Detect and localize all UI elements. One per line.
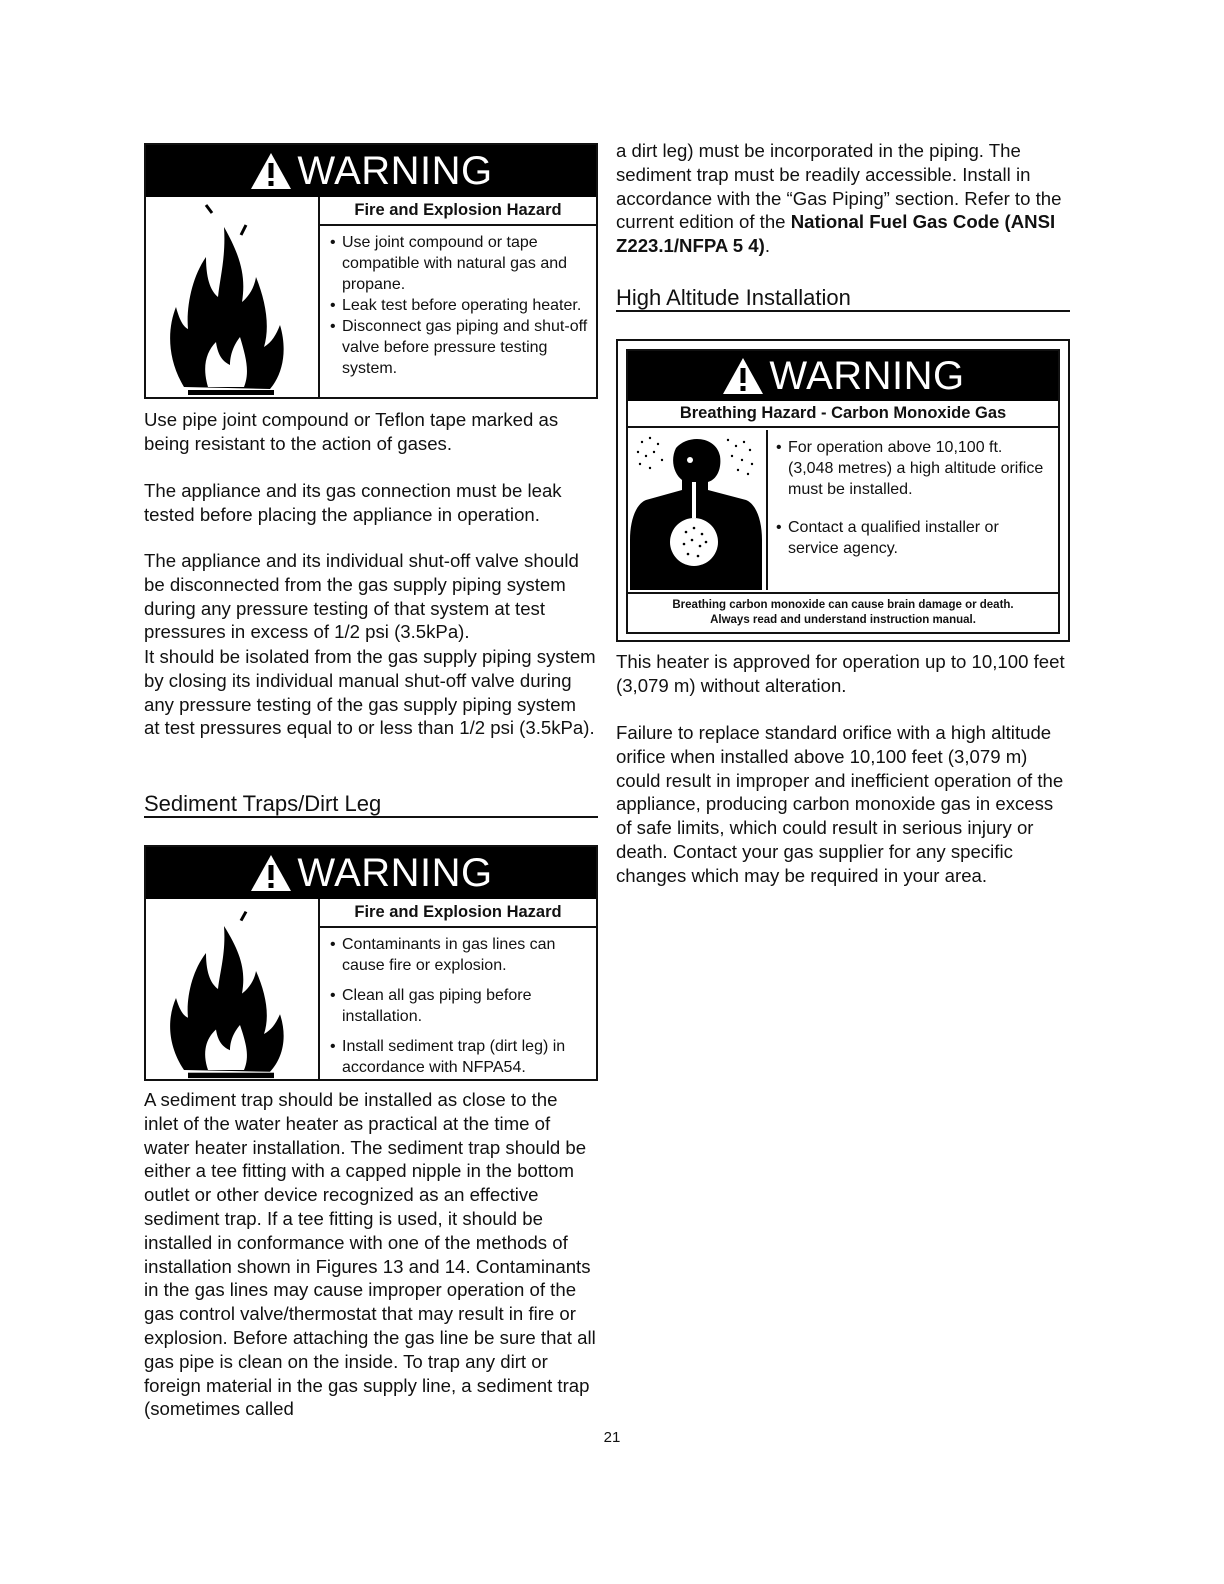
hazard-bullet: • Contaminants in gas lines can cause fire or explosion. [330,934,588,976]
hazard-bullet-list [320,928,596,1078]
flame-icon-panel [146,197,320,397]
person-breathing-icon [628,430,764,590]
paragraph-disconnect: The appliance and its individual shut-off valve should be disconnected from the gas supply piping system during any pressure testing of that system at test pressures in excess of 1/2 psi (3.5kPa). [144,550,579,643]
page-number: 21 [603,1429,621,1446]
section-rule [144,816,598,818]
section-rule [616,310,1070,312]
paragraph-text: . [764,235,770,257]
hazard-bullet: • Contact a qualified installer or service agency. [776,517,1046,559]
warning-banner [146,145,596,197]
footer-line: Always read and understand instruction manual. [710,614,976,626]
hazard-bullet: • Leak test before operating heater. [330,295,588,316]
hazard-content [320,197,596,379]
warning-triangle-icon [249,853,293,893]
paragraph-approved-operation: This heater is approved for operation up to 10,100 feet (3,079 m) without alteration. [616,651,1065,696]
warning-triangle-icon [721,356,765,396]
co-warning-footer [628,592,1058,628]
footer-line: Breathing carbon monoxide can cause brain damage or death. [672,599,1014,611]
section-title-altitude: High Altitude Installation [616,285,851,310]
paragraph-sediment-trap: A sediment trap should be installed as close to the inlet of the water heater as practical at the time of water heater installation. The sediment trap should be either a tee fitting with a capped nipple in the bottom outlet or other device recognized as an effective sediment trap. If a tee fitting is used, it should be installed in conformance with one of the methods of installation shown in Figures 13 and 14. Contaminants in the gas lines may cause improper operation of the gas control valve/thermostat that may result in fire or explosion. Before attaching the gas line be sure that all gas pipe is clean on the inside. To trap any dirt or foreign material in the gas supply line, a sediment trap (sometimes called [144,1089,596,1420]
paragraph-text: a dirt leg) must be incorporated in the piping. The sediment trap must be readily accessible. Install in accordance with the “Gas Piping” section. Refer to the current edition of the [616,140,1062,233]
code-reference: National Fuel Gas Code (ANSI Z223.1/NFPA 5 4) [616,211,1056,257]
hazard-bullet: • Disconnect gas piping and shut-off valve before pressure testing system. [330,316,588,379]
warning-banner-text: WARNING [297,850,493,895]
co-warning-box [626,349,1060,634]
flame-icon [146,197,316,397]
paragraph-pipe-compound: Use pipe joint compound or Teflon tape marked as being resistant to the action of gases. [144,409,559,454]
section-title-sediment: Sediment Traps/Dirt Leg [144,791,382,816]
co-person-panel [628,430,768,590]
warning-triangle-icon [249,151,293,191]
hazard-bullet: • Clean all gas piping before installation. [330,985,588,1027]
hazard-title: Fire and Explosion Hazard [320,197,596,226]
fire-warning-box-2 [144,845,598,1081]
hazard-title: Fire and Explosion Hazard [320,899,596,928]
warning-banner [146,847,596,899]
co-warning-outer [616,339,1070,642]
warning-banner-text: WARNING [769,353,965,398]
paragraph-dirt-leg-continued [616,139,1066,258]
flame-icon [146,899,316,1079]
hazard-bullet: • Install sediment trap (dirt leg) in accordance with NFPA54. [330,1036,588,1078]
hazard-content [320,899,596,1078]
warning-banner-text: WARNING [297,148,493,193]
flame-icon-panel [146,899,320,1079]
hazard-bullet: • Use joint compound or tape compatible with natural gas and propane. [330,232,588,295]
hazard-bullet-list [776,437,1046,559]
warning-banner [628,351,1058,401]
paragraph-isolate: It should be isolated from the gas supply piping system by closing its individual manual shut-off valve during any pressure testing of the gas supply piping system at test pressures equal to or less than 1/2 psi (3.5kPa). [144,646,596,739]
paragraph-leak-test: The appliance and its gas connection must be leak tested before placing the appliance in operation. [144,480,562,525]
hazard-bullet-list [320,226,596,379]
fire-warning-box-1 [144,143,598,399]
hazard-bullet: • For operation above 10,100 ft. (3,048 metres) a high altitude orifice must be installed. [776,437,1046,500]
paragraph-orifice-failure: Failure to replace standard orifice with a high altitude orifice when installed above 10,100 feet (3,079 m) could result in improper and inefficient operation of the appliance, producing carbon monoxide gas in excess of safe limits, which could result in serious injury or death. Contact your gas supplier for any specific changes which may be required in your area. [616,722,1064,886]
hazard-title: Breathing Hazard - Carbon Monoxide Gas [628,401,1058,428]
